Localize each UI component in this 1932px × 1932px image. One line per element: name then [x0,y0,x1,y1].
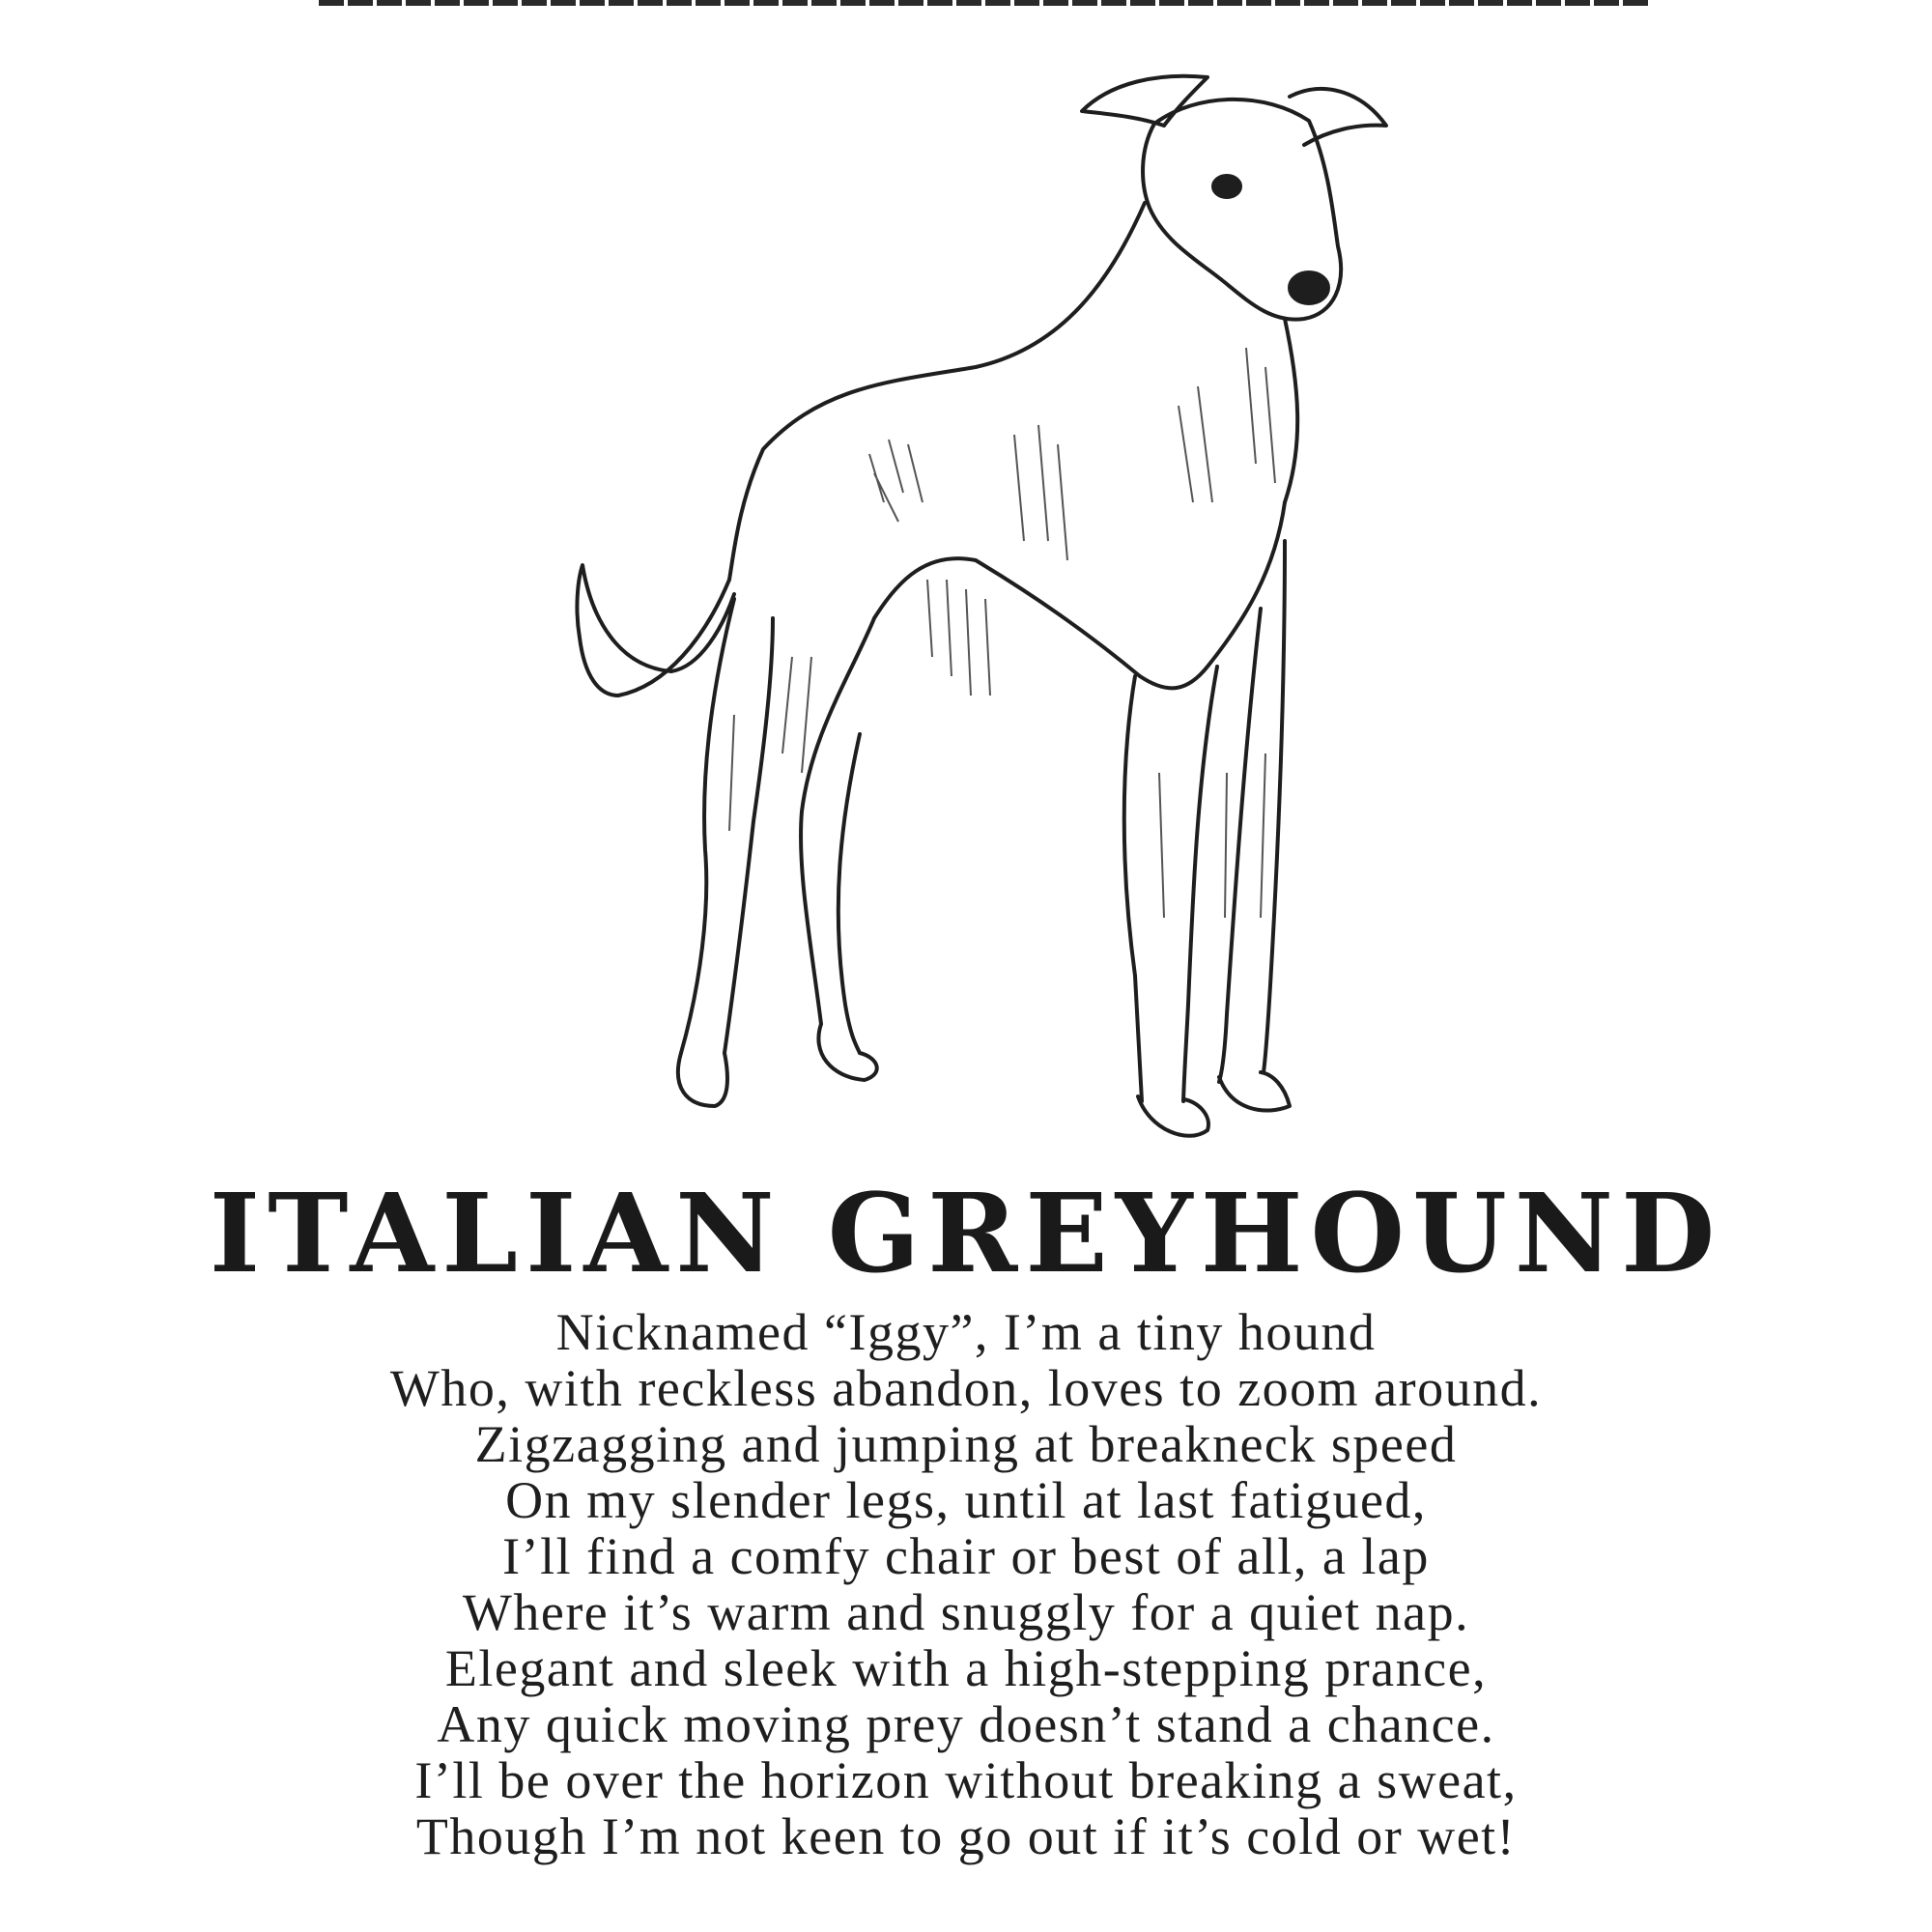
poem-line: Elegant and sleek with a high-stepping prance, [444,1639,1488,1697]
poem-line: Any quick moving prey doesn’t stand a chance. [437,1695,1495,1753]
poem-line: I’ll be over the horizon without breaking a sweat, [414,1751,1518,1809]
page-title: ITALIAN GREYHOUND [209,1171,1723,1297]
poem-line: Zigzagging and jumping at breakneck speed [474,1415,1458,1473]
poem-line: Nicknamed “Iggy”, I’m a tiny hound [555,1303,1377,1361]
poem-line: Who, with reckless abandon, loves to zoom around. [389,1359,1543,1417]
poem [0,1304,1932,1864]
poem-line: On my slender legs, until at last fatigued, [505,1471,1427,1529]
poem-line: I’ll find a comfy chair or best of all, a lap [502,1527,1430,1585]
poem-line: Though I’m not keen to go out if it’s cold or wet! [415,1807,1517,1865]
poem-line: Where it’s warm and snuggly for a quiet nap. [462,1583,1470,1641]
